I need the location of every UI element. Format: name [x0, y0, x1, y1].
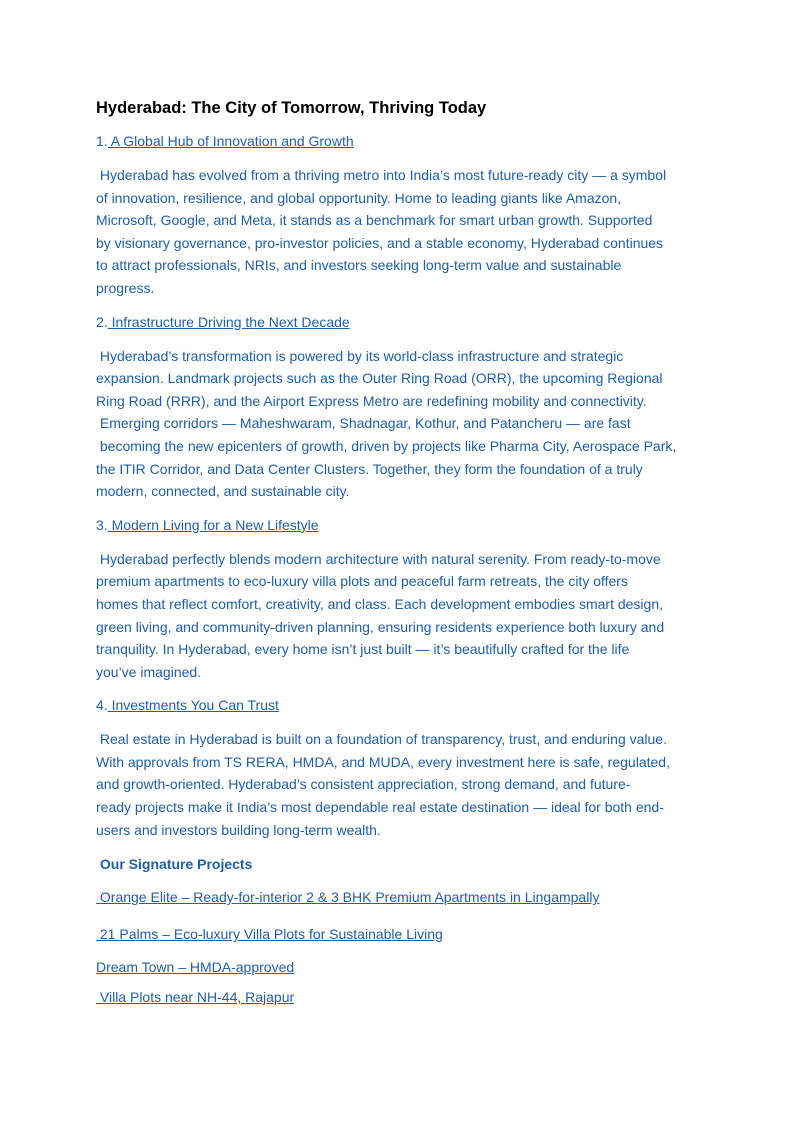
- section-1-line-3: Microsoft, Google, and Meta, it stands as a benchmark for smart urban growth. Supported: [96, 212, 653, 229]
- project-link-dream-town[interactable]: Dream Town – HMDA-approved: [96, 959, 295, 976]
- section-2-line-1: Hyderabad’s transformation is powered by its world-class infrastructure and strategic: [96, 347, 624, 364]
- project-link-villa-plots-rajapur[interactable]: Villa Plots near NH-44, Rajapur: [96, 989, 295, 1006]
- section-4-line-1: Real estate in Hyderabad is built on a foundation of transparency, trust, and enduring value.: [96, 731, 667, 748]
- section-3-line-4: green living, and community-driven planning, ensuring residents experience both luxury and: [96, 618, 665, 635]
- section-3-heading: [96, 515, 700, 535]
- section-3-number: 3.: [96, 516, 108, 533]
- section-3-line-2: premium apartments to eco-luxury villa plots and peaceful farm retreats, the city offers: [96, 573, 628, 590]
- signature-projects-title: Our Signature Projects: [96, 856, 253, 873]
- section-1-line-2: of innovation, resilience, and global opportunity. Home to leading giants like Amazon,: [96, 189, 622, 206]
- section-3-line-3: homes that reflect comfort, creativity, and class. Each development embodies smart design,: [96, 595, 663, 612]
- section-2-line-4: Emerging corridors — Maheshwaram, Shadnagar, Kothur, and Patancheru — are fast: [96, 415, 631, 432]
- section-4-line-3: and growth-oriented. Hyderabad’s consistent appreciation, strong demand, and future-: [96, 776, 631, 793]
- section-2-line-5: becoming the new epicenters of growth, driven by projects like Pharma City, Aerospace Park,: [96, 437, 677, 454]
- section-1-line-6: progress.: [96, 279, 155, 296]
- document-title: Hyderabad: The City of Tomorrow, Thriving Today: [96, 99, 487, 117]
- project-link-orange-elite[interactable]: Orange Elite – Ready-for-interior 2 & 3 BHK Premium Apartments in Lingampally: [96, 889, 600, 906]
- section-2-number: 2.: [96, 313, 108, 330]
- section-4-heading-link[interactable]: Investments You Can Trust: [107, 697, 279, 714]
- section-4-line-5: users and investors building long-term wealth.: [96, 821, 381, 838]
- section-2-heading-link[interactable]: Infrastructure Driving the Next Decade: [107, 313, 350, 330]
- signature-projects: [96, 854, 700, 1007]
- section-2-heading: [96, 312, 700, 332]
- section-1-line-4: by visionary governance, pro-investor policies, and a stable economy, Hyderabad continues: [96, 234, 664, 251]
- section-3-heading-link[interactable]: Modern Living for a New Lifestyle: [107, 516, 319, 533]
- section-2-line-3: Ring Road (RRR), and the Airport Express Metro are redefining mobility and connectivity.: [96, 392, 647, 409]
- section-3-line-6: you’ve imagined.: [96, 663, 202, 680]
- section-3: [96, 515, 700, 684]
- document-page: [96, 96, 700, 1007]
- project-link-21-palms[interactable]: 21 Palms – Eco-luxury Villa Plots for Sustainable Living: [96, 926, 443, 943]
- section-1-number: 1.: [96, 133, 108, 149]
- section-4-line-4: ready projects make it India’s most dependable real estate destination — ideal for both end-: [96, 799, 664, 816]
- section-1-line-1: Hyderabad has evolved from a thriving metro into India’s most future-ready city — a symbol: [96, 167, 667, 183]
- section-3-line-1: Hyderabad perfectly blends modern architecture with natural serenity. From ready-to-move: [96, 550, 661, 567]
- section-2: [96, 312, 700, 503]
- section-1-line-5: to attract professionals, NRIs, and investors seeking long-term value and sustainable: [96, 257, 622, 274]
- section-1-heading-link[interactable]: A Global Hub of Innovation and Growth: [107, 133, 354, 149]
- section-4-heading: [96, 695, 700, 715]
- section-2-line-7: modern, connected, and sustainable city.: [96, 483, 350, 500]
- section-4: [96, 695, 700, 841]
- section-2-line-2: expansion. Landmark projects such as the Outer Ring Road (ORR), the upcoming Regional: [96, 370, 663, 387]
- section-1: [96, 131, 700, 300]
- section-3-line-5: tranquility. In Hyderabad, every home isn’t just built — it’s beautifully crafted for the life: [96, 641, 630, 658]
- section-2-line-6: the ITIR Corridor, and Data Center Clusters. Together, they form the foundation of a truly: [96, 460, 643, 477]
- section-1-heading: [96, 131, 700, 151]
- section-4-line-2: With approvals from TS RERA, HMDA, and MUDA, every investment here is safe, regulated,: [96, 753, 670, 770]
- section-4-number: 4.: [96, 697, 108, 714]
